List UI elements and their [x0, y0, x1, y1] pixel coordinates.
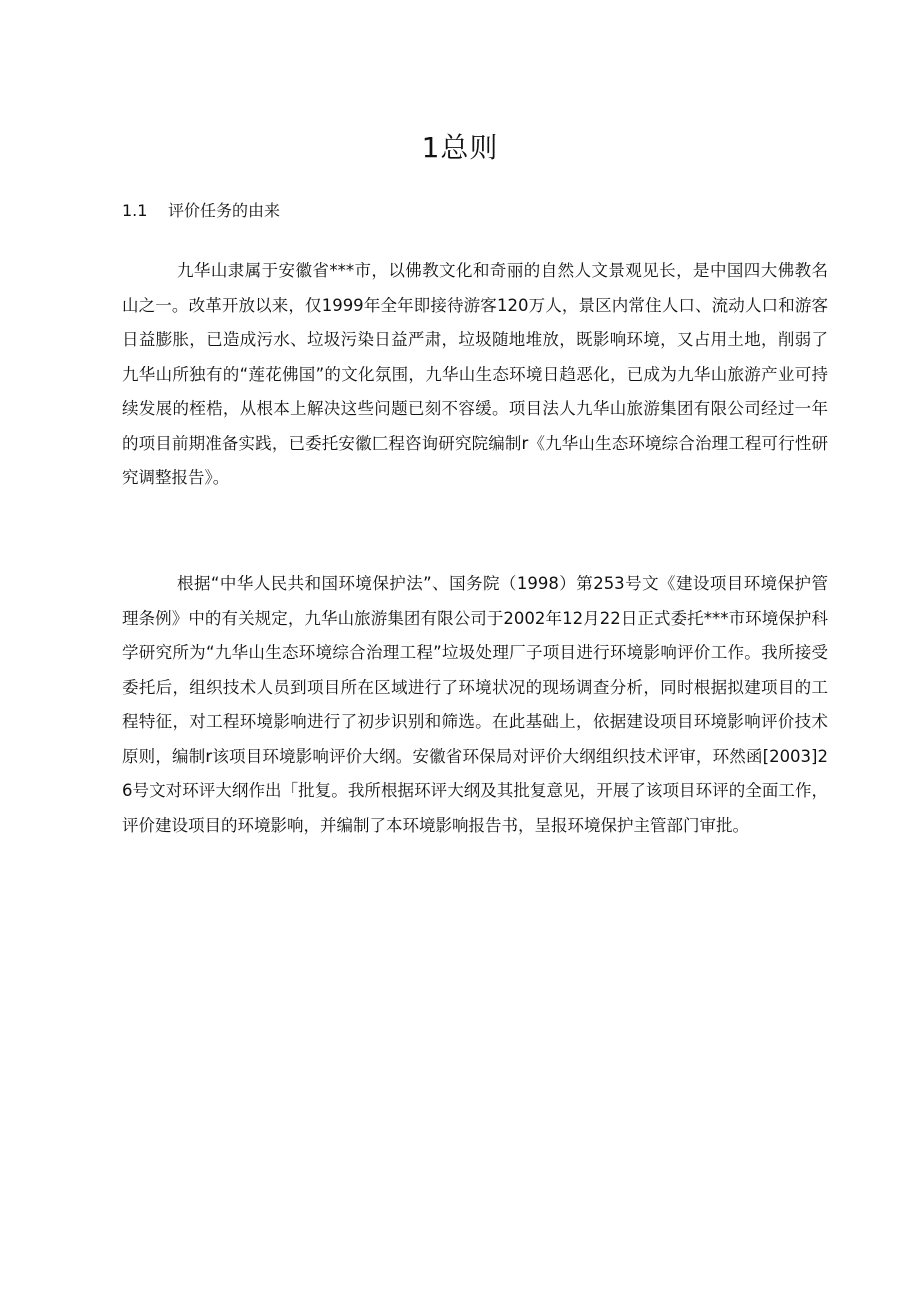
chapter-title: 1总则 — [421, 131, 499, 164]
body-paragraph-1: 九华山隶属于安徽省***市，以佛教文化和奇丽的自然人文景观见长，是中国四大佛教名山之一。改革开放以来，仅1999年全年即接待游客120万人，景区内常住人口、流动人口和游客日益膨胀，已造成污水、垃圾污染日益严肃，垃圾随地堆放，既影响环境，又占用土地，削弱了九华山所独有的“莲花佛国”的文化氛围，九华山生态环境日趋恶化，已成为九华山旅游产业可持续发展的桎梏，从根本上解决这些问题已刻不容缓。项目法人九华山旅游集团有限公司经过一年的项目前期准备实践，已委托安徽匚程咨询研究院编制r《九华山生态环境综合治理工程可行性研究调整报告》。 — [122, 261, 828, 487]
body-paragraph-2: 根据“中华人民共和国环境保护法”、国务院（1998）第253号文《建设项目环境保护管理条例》中的有关规定，九华山旅游集团有限公司于2002年12月22日正式委托***市环境保护科学研究所为“九华山生态环境综合治理工程”垃圾处理厂子项目进行环境影响评价工作。我所接受委托后，组织技术人员到项目所在区域进行了环境状况的现场调查分析，同时根据拟建项目的工程特征，对工程环境影响进行了初步识别和筛选。在此基础上，依据建设项目环境影响评价技术原则，编制r该项目环境影响评价大纲。安徽省环保局对评价大纲组织技术评审，环然函[2003]26号文对环评大纲作出「批复。我所根据环评大纲及其批复意见，开展了该项目环评的全面工作，评价建设项目的环境影响，并编制了本环境影响报告书，呈报环境保护主管部门审批。 — [122, 574, 828, 835]
section-title: 评价任务的由来 — [168, 201, 281, 220]
section-heading — [122, 198, 280, 224]
section-number: 1.1 — [122, 201, 148, 220]
